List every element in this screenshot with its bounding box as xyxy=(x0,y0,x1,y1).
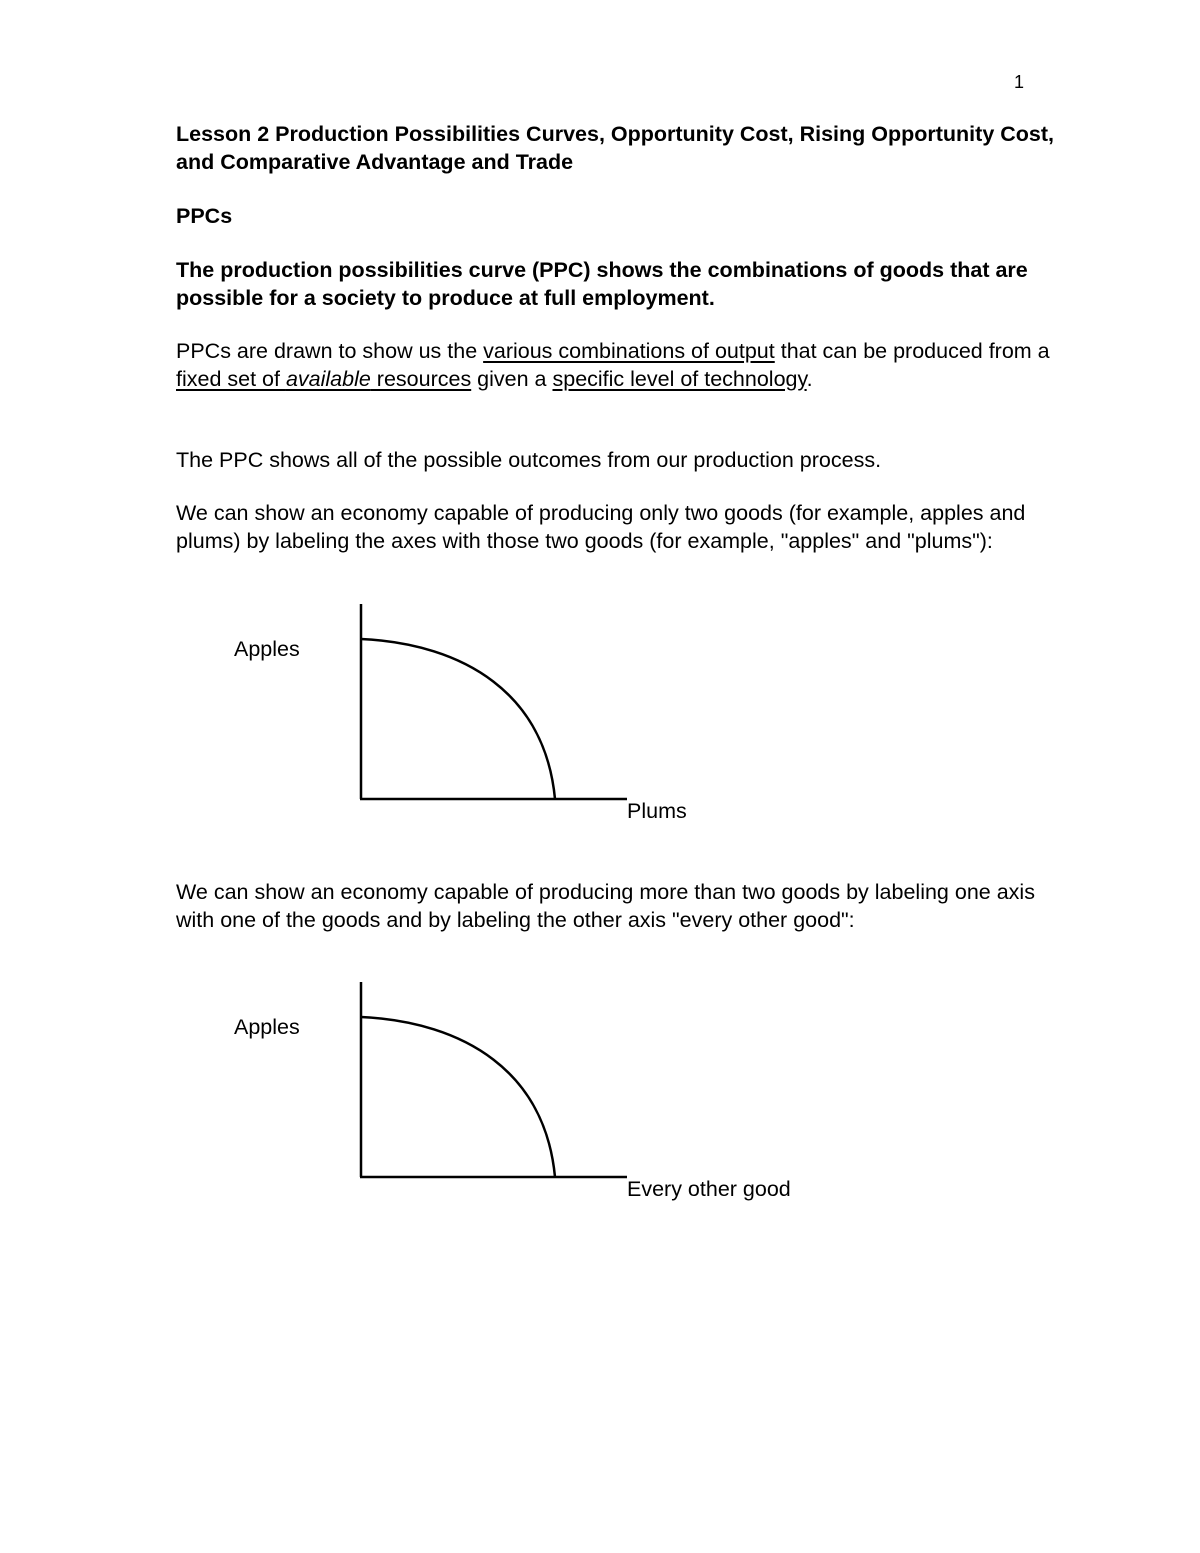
paragraph-ppc-outcomes: The PPC shows all of the possible outcomes from our production process. xyxy=(176,448,882,472)
underlined-italic-phrase: available xyxy=(285,366,371,391)
ppc-chart-1 xyxy=(355,604,635,804)
underlined-phrase: specific level of technology xyxy=(552,366,807,391)
paragraph-two-goods: We can show an economy capable of producing only two goods (for example, apples and plums) by labeling the axes with those two goods (for example, "apples" and "plums"): xyxy=(176,501,1026,553)
ppc-chart-2 xyxy=(355,982,635,1182)
chart-1-ppc-curve xyxy=(361,639,555,799)
underlined-phrase: fixed set of xyxy=(176,366,286,391)
chart-2-ppc-curve xyxy=(361,1017,555,1177)
page-number: 1 xyxy=(1014,72,1025,92)
chart-2-y-label: Apples xyxy=(234,1015,300,1039)
ppc-definition: The production possibilities curve (PPC) shows the combinations of goods that are possible for a society to produce at full employment. xyxy=(176,258,1028,310)
paragraph-text: given a xyxy=(471,366,553,391)
underlined-phrase: resources xyxy=(370,366,472,391)
paragraph-text: that can be produced from a xyxy=(774,339,1050,363)
chart-2-x-label: Every other good xyxy=(627,1177,791,1201)
chart-1-x-label: Plums xyxy=(627,799,687,823)
paragraph-more-goods: We can show an economy capable of producing more than two goods by labeling one axis with one of the goods and by labeling the other axis "every other good": xyxy=(176,880,1035,932)
paragraph-ppcs-drawn xyxy=(176,338,1056,393)
chart-1-y-label: Apples xyxy=(234,637,300,661)
paragraph-text: PPCs are drawn to show us the xyxy=(176,339,484,363)
lesson-title: Lesson 2 Production Possibilities Curves, Opportunity Cost, Rising Opportunity Cost, and Comparative Advantage and Trade xyxy=(176,122,1054,174)
underlined-phrase: various combinations of output xyxy=(483,339,775,363)
paragraph-text: . xyxy=(806,366,813,391)
section-heading: PPCs xyxy=(176,204,233,228)
